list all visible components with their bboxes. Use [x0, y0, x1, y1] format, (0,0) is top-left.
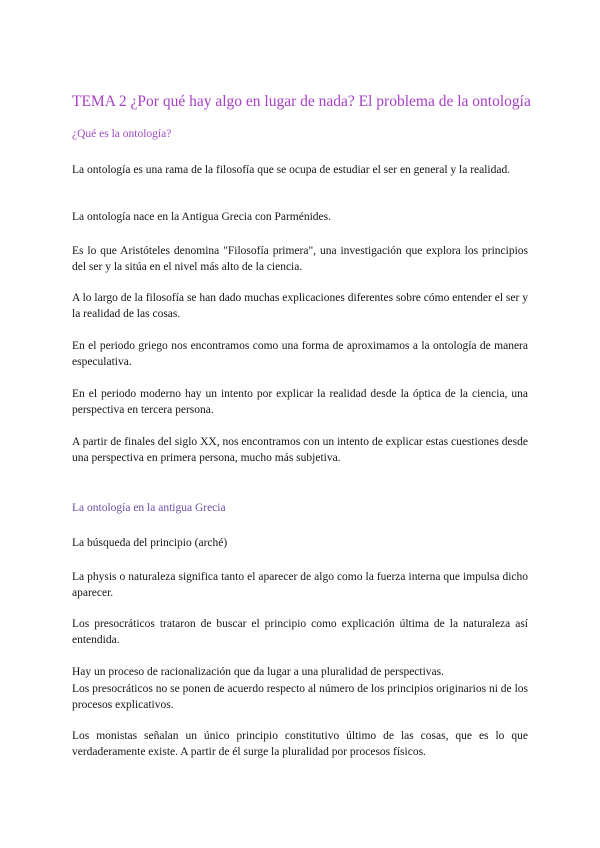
- paragraph-intro-6: En el periodo moderno hay un intento por explicar la realidad desde la óptica de la ciencia, una perspectiva en tercera persona.: [72, 388, 528, 416]
- paragraph-grecia-5: Los presocráticos no se ponen de acuerdo respecto al número de los principios originarios ni de los procesos explicativos.: [72, 683, 528, 711]
- paragraph-grecia-1: La búsqueda del principio (arché): [72, 537, 228, 549]
- paragraph-grecia-4: Hay un proceso de racionalización que da lugar a una pluralidad de perspectivas.: [72, 666, 444, 678]
- document-title: TEMA 2 ¿Por qué hay algo en lugar de nada? El problema de la ontología: [72, 93, 531, 110]
- section-subtitle: ¿Qué es la ontología?: [72, 128, 172, 140]
- paragraph-intro-7: A partir de finales del siglo XX, nos encontramos con un intento de explicar estas cuestiones desde una perspectiva en primera persona, mucho más subjetiva.: [72, 436, 528, 464]
- paragraph-intro-1: La ontología es una rama de la filosofía que se ocupa de estudiar el ser en general y la realidad.: [72, 164, 511, 176]
- paragraph-grecia-3: Los presocráticos trataron de buscar el principio como explicación última de la naturaleza así entendida.: [72, 618, 528, 646]
- paragraph-intro-5: En el periodo griego nos encontramos como una forma de aproximamos a la ontología de manera especulativa.: [72, 340, 528, 368]
- paragraph-grecia-6: Los monistas señalan un único principio constitutivo último de las cosas, que es lo que verdaderamente existe. A partir de él surge la pluralidad por procesos físicos.: [72, 730, 528, 758]
- paragraph-intro-2: La ontología nace en la Antigua Grecia con Parménides.: [72, 211, 331, 223]
- paragraph-intro-3: Es lo que Aristóteles denomina "Filosofía primera", una investigación que explora los principios del ser y la sitúa en el nivel más alto de la ciencia.: [72, 245, 528, 273]
- section-heading-grecia: La ontología en la antigua Grecia: [72, 502, 226, 514]
- paragraph-grecia-2: La physis o naturaleza significa tanto el aparecer de algo como la fuerza interna que impulsa dicho aparecer.: [72, 571, 528, 599]
- paragraph-intro-4: A lo largo de la filosofía se han dado muchas explicaciones diferentes sobre cómo entender el ser y la realidad de las cosas.: [72, 292, 528, 320]
